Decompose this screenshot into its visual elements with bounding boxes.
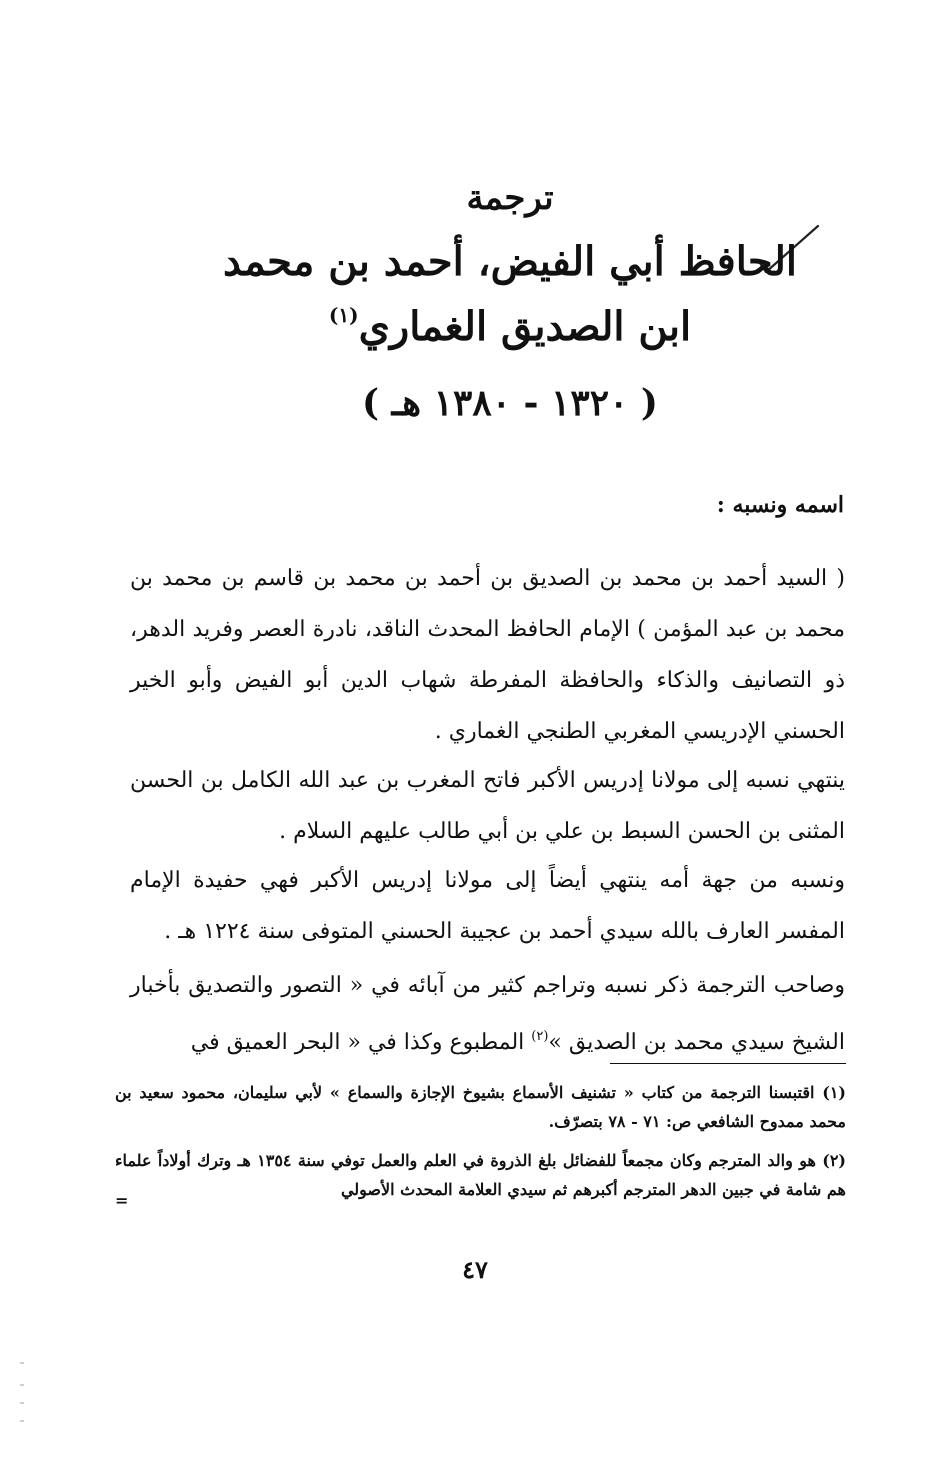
footnote-1: (١) اقتبسنا الترجمة من كتاب « تشنيف الأسماع بشيوخ الإجازة والسماع » لأبي سليمان، محمود سعيد بن محمد ممدوح الشافعي ص: ٧١ - ٧٨ بتصرّف. — [115, 1083, 846, 1131]
scan-speck — [20, 1384, 24, 1386]
title-line-2: الحافظ أبي الفيض، أحمد بن محمد — [222, 238, 798, 285]
footnote-continuation-mark: = — [115, 1191, 129, 1210]
footnote-2: (٢) هو والد المترجم وكان مجمعاً للفضائل بلغ الذروة في العلم والعمل توفي سنة ١٣٥٤ هـ وترك أولاداً علماء هم شامة في جبين الدهر المترجم أكبرهم ثم سيدي العلامة المحدث الأصولي — [115, 1151, 846, 1199]
paragraph-1: ( السيد أحمد بن محمد بن الصديق بن أحمد بن محمد بن قاسم بن محمد بن محمد بن عبد المؤمن ) الإمام الحافظ المحدث الناقد، نادرة العصر وفريد الدهر، ذو التصانيف والذكاء والحافظة المفرطة شهاب الدين أبو الفيض وأبو الخير الحسني الإدريسي المغربي الطنجي الغماري . — [130, 566, 845, 744]
paragraph-4 — [130, 960, 845, 1068]
scan-speck — [20, 1420, 24, 1422]
scan-speck — [20, 1362, 24, 1364]
footnote-ref-2: (٢) — [531, 1029, 549, 1044]
footnote-ref-1: (١) — [328, 303, 359, 327]
paragraph-3: ونسبه من جهة أمه ينتهي أيضاً إلى مولانا إدريس الأكبر فهي حفيدة الإمام المفسر العارف بالله سيدي أحمد بن عجيبة الحسني المتوفى سنة ١٢٢٤ هـ . — [130, 868, 845, 944]
paragraph-4-part-a: وصاحب الترجمة ذكر نسبه وتراجم كثير من آبائه في « التصور والتصديق بأخبار الشيخ سيدي محمد بن الصديق » — [130, 973, 845, 1055]
scan-speck — [20, 1402, 24, 1404]
paragraph-2: ينتهي نسبه إلى مولانا إدريس الأكبر فاتح المغرب بن عبد الله الكامل بن الحسن المثنى بن الحسن السبط بن علي بن أبي طالب عليهم السلام . — [130, 768, 845, 844]
title-line-1: ترجمة — [466, 178, 554, 218]
title-line-3-text: ابن الصديق الغماري — [358, 303, 692, 350]
section-heading: اسمه ونسبه : — [716, 492, 844, 518]
paragraph-4-part-b: المطبوع وكذا في « البحر العميق في — [190, 1030, 532, 1055]
footnote-divider — [610, 1063, 846, 1064]
title-dates: ( ١٣٢٠ - ١٣٨٠ هـ ) — [362, 382, 658, 424]
page-number: ٤٧ — [462, 1255, 488, 1284]
title-line-3 — [160, 303, 860, 350]
